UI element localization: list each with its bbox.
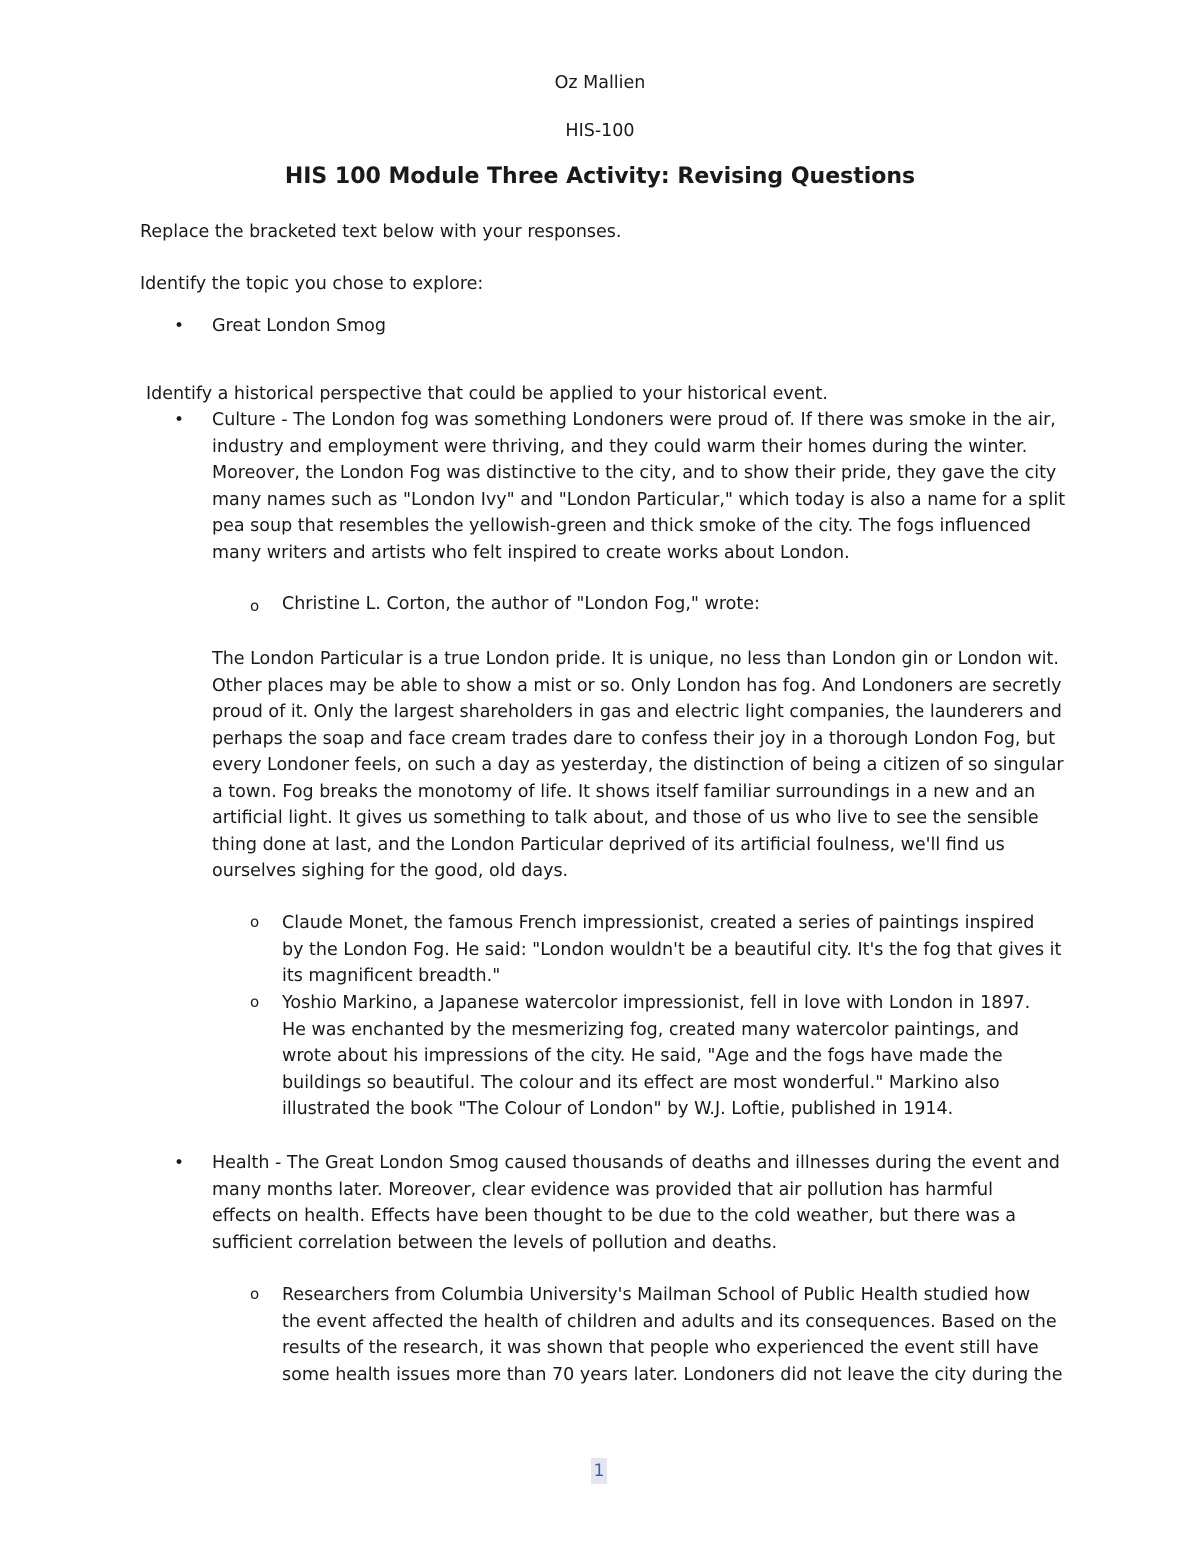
quote-line: proud of it. Only the largest shareholders in gas and electric light companies, the launderers and [212, 702, 1062, 722]
quote-line: artificial light. It gives us something to talk about, and those of us who live to see the sensible [212, 808, 1039, 828]
markino-line: Yoshio Markino, a Japanese watercolor impressionist, fell in love with London in 1897. [282, 993, 1031, 1013]
course-code: HIS-100 [565, 121, 635, 141]
health-line: Health - The Great London Smog caused thousands of deaths and illnesses during the event and [212, 1153, 1060, 1173]
health-line: effects on health. Effects have been thought to be due to the cold weather, but there was a [212, 1206, 1016, 1226]
culture-line: Moreover, the London Fog was distinctive to the city, and to show their pride, they gave the city [212, 463, 1057, 483]
bullet-marker: • [174, 316, 185, 336]
markino-line: He was enchanted by the mesmerizing fog, created many watercolor paintings, and [282, 1019, 1019, 1040]
quote-line: perhaps the soap and face cream trades dare to confess their joy in a thorough London Fog, but [212, 728, 1056, 749]
culture-line: Culture - The London fog was something Londoners were proud of. If there was smoke in the air, [212, 410, 1056, 430]
sub-bullet-marker: o [250, 913, 260, 931]
research-line: results of the research, it was shown that people who experienced the event still have [282, 1338, 1039, 1358]
topic-answer: Great London Smog [212, 316, 386, 336]
markino-line: illustrated the book "The Colour of London" by W.J. Loftie, published in 1914. [282, 1099, 954, 1119]
sub-bullet-marker: o [250, 597, 260, 615]
quote-line: thing done at last, and the London Particular deprived of its artificial foulness, we'll find us [212, 834, 1005, 855]
author-name: Oz Mallien [554, 73, 646, 93]
monet-line: Claude Monet, the famous French impressionist, created a series of paintings inspired [282, 913, 1035, 933]
page-number: 1 [591, 1458, 607, 1484]
corton-quote [212, 646, 1064, 885]
corton-intro: Christine L. Corton, the author of "London Fog," wrote: [282, 594, 760, 614]
culture-line: many names such as "London Ivy" and "London Particular," which today is also a name for a split [212, 489, 1066, 510]
culture-paragraph [212, 407, 1065, 566]
quote-line: a town. Fog breaks the monotomy of life. It shows itself familiar surroundings in a new and an [212, 781, 1036, 802]
research-paragraph [282, 1282, 1062, 1388]
health-line: many months later. Moreover, clear evidence was provided that air pollution has harmful [212, 1179, 993, 1200]
culture-line: industry and employment were thriving, and they could warm their homes during the winter. [212, 436, 1028, 457]
perspective-prompt: Identify a historical perspective that could be applied to your historical event. [146, 384, 828, 404]
culture-line: many writers and artists who felt inspired to create works about London. [212, 542, 850, 563]
health-paragraph [212, 1150, 1060, 1256]
bullet-marker: • [174, 410, 185, 430]
markino-paragraph [282, 990, 1030, 1123]
research-line: the event affected the health of children and adults and its consequences. Based on the [282, 1311, 1057, 1332]
research-line: some health issues more than 70 years later. Londoners did not leave the city during the [282, 1364, 1063, 1385]
bullet-marker: • [174, 1153, 185, 1173]
monet-line: its magnificent breadth." [282, 966, 501, 986]
monet-line: by the London Fog. He said: "London wouldn't be a beautiful city. It's the fog that gives it [282, 939, 1062, 960]
quote-line: Other places may be able to show a mist or so. Only London has fog. And Londoners are secretly [212, 675, 1062, 696]
culture-line: pea soup that resembles the yellowish-green and thick smoke of the city. The fogs influenced [212, 516, 1031, 536]
document-title: HIS 100 Module Three Activity: Revising Questions [284, 164, 916, 189]
quote-line: every Londoner feels, on such a day as yesterday, the distinction of being a citizen of so singular [212, 755, 1064, 775]
health-line: sufficient correlation between the levels of pollution and deaths. [212, 1232, 778, 1253]
instructions-text: Replace the bracketed text below with your responses. [140, 222, 622, 242]
research-line: Researchers from Columbia University's Mailman School of Public Health studied how [282, 1285, 1031, 1305]
topic-prompt: Identify the topic you chose to explore: [140, 274, 484, 294]
markino-line: wrote about his impressions of the city. He said, "Age and the fogs have made the [282, 1046, 1003, 1066]
quote-line: ourselves sighing for the good, old days. [212, 861, 569, 881]
markino-line: buildings so beautiful. The colour and its effect are most wonderful." Markino also [282, 1072, 1000, 1093]
sub-bullet-marker: o [250, 993, 260, 1011]
quote-line: The London Particular is a true London pride. It is unique, no less than London gin or London wit. [212, 649, 1059, 669]
sub-bullet-marker: o [250, 1285, 260, 1303]
monet-paragraph [282, 910, 1061, 990]
